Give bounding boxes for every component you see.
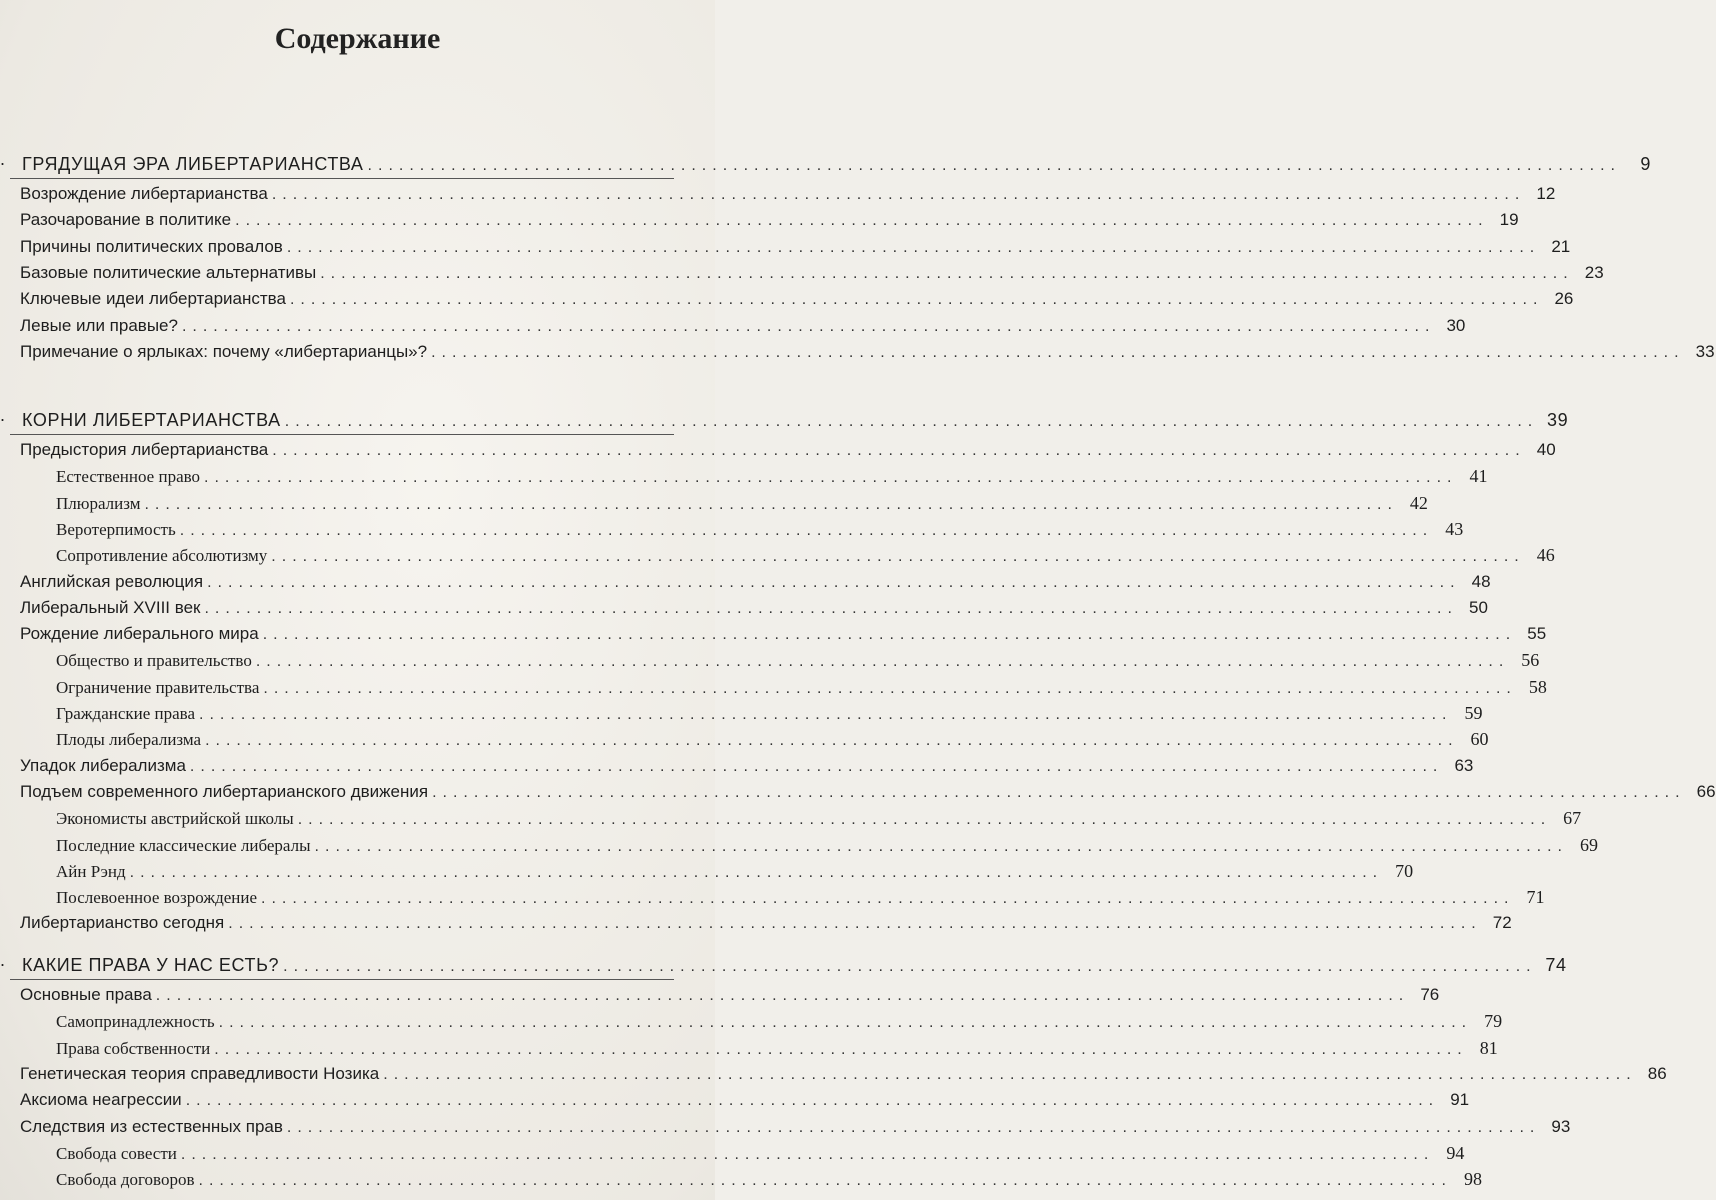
chapter-heading-page-number: 9: [1640, 154, 1651, 174]
toc-section: [20, 595, 1488, 621]
dot-leader: ........................................................................................................................: [181, 317, 1436, 335]
toc-subsection: [56, 1140, 1465, 1166]
chapter-heading-title: ГРЯДУЩАЯ ЭРА ЛИБЕРТАРИАНСТВА: [22, 154, 364, 174]
toc-subsection-title: Плюрализм: [56, 493, 141, 513]
toc-subsection-title: Сопротивление абсолютизму: [56, 546, 268, 566]
dot-leader: ........................................................................................................................: [179, 521, 1434, 539]
toc-subsection: [56, 674, 1547, 700]
toc-subsection-title: Общество и правительство: [56, 651, 252, 671]
toc-subsection: [56, 1008, 1503, 1034]
toc-section: [20, 339, 1715, 365]
toc-subsection: [56, 832, 1598, 858]
toc-subsection-page-number: 70: [1395, 860, 1414, 881]
toc-subsection: [56, 805, 1582, 831]
dot-leader: ........................................................................................................................: [185, 1092, 1440, 1110]
dot-leader: ........................................................................................................................: [271, 186, 1526, 203]
dot-leader: ........................................................................................................................: [214, 1040, 1468, 1058]
toc-section: [20, 286, 1574, 312]
dot-leader: ........................................................................................................................: [283, 958, 1537, 975]
toc-section-page-number: 30: [1446, 315, 1466, 335]
dot-leader: ........................................................................................................................: [205, 732, 1459, 750]
toc-subsection: [56, 542, 1555, 568]
dot-leader: ........................................................................................................................: [155, 987, 1410, 1004]
toc-section-title: Причины политических провалов: [20, 236, 283, 256]
toc-section: [20, 260, 1604, 286]
toc-section: [20, 207, 1519, 233]
chapter-divider: [10, 434, 674, 435]
toc-subsection-title: Веротерпимость: [56, 519, 176, 539]
toc-subsection-page-number: 69: [1579, 834, 1598, 855]
dot-leader: ........................................................................................................................: [129, 863, 1384, 881]
toc-section-page-number: 86: [1647, 1063, 1667, 1083]
toc-subsection: [56, 858, 1414, 884]
dot-leader: ........................................................................................................................: [235, 212, 1489, 230]
dot-leader: ........................................................................................................................: [228, 915, 1482, 933]
chapter-heading: [22, 407, 1569, 433]
toc-subsection-page-number: 94: [1446, 1142, 1465, 1163]
toc-section: [20, 621, 1547, 647]
toc-section: [20, 910, 1512, 936]
toc-section-page-number: 72: [1492, 913, 1512, 933]
dot-leader: ........................................................................................................................: [367, 157, 1621, 174]
dot-leader: ........................................................................................................................: [261, 890, 1515, 908]
toc-section: [20, 753, 1474, 779]
dot-leader: ........................................................................................................................: [286, 1118, 1541, 1136]
toc-section-page-number: 12: [1536, 184, 1556, 203]
toc-subsection-page-number: 41: [1469, 466, 1488, 487]
dot-leader: ........................................................................................................................: [263, 679, 1517, 697]
toc-subsection: [56, 516, 1464, 542]
toc-section-title: Английская революция: [20, 571, 204, 591]
chapter-number-fragment: .: [0, 405, 6, 425]
toc-section: [20, 437, 1556, 463]
toc-section-title: Возрождение либертарианства: [20, 184, 268, 203]
toc-section-page-number: 66: [1696, 781, 1716, 801]
toc-section-page-number: 55: [1527, 624, 1547, 644]
toc-subsection-page-number: 59: [1464, 703, 1483, 723]
dot-leader: ........................................................................................................................: [320, 264, 1574, 282]
toc-section-title: Рождение либерального мира: [20, 624, 259, 644]
toc-subsection-page-number: 79: [1484, 1011, 1503, 1032]
toc-section-title: Либеральный XVIII век: [20, 597, 201, 617]
toc-section-page-number: 19: [1499, 210, 1519, 230]
toc-subsection-page-number: 43: [1445, 518, 1464, 539]
dot-leader: ........................................................................................................................: [255, 653, 1510, 671]
toc-subsection: [56, 1035, 1498, 1061]
toc-section-title: Предыстория либертарианства: [20, 440, 269, 459]
toc-section-page-number: 50: [1468, 597, 1488, 617]
toc-subsection-page-number: 81: [1479, 1037, 1498, 1058]
toc-subsection-page-number: 46: [1536, 545, 1555, 566]
toc-section-page-number: 23: [1584, 262, 1604, 282]
chapter-divider: [10, 178, 674, 179]
toc-section-title: Левые или правые?: [20, 315, 178, 335]
toc-subsection-page-number: 58: [1528, 676, 1547, 697]
dot-leader: ........................................................................................................................: [189, 757, 1444, 775]
toc-subsection: [56, 490, 1428, 516]
toc-subsection-title: Плоды либерализма: [56, 730, 202, 750]
toc-subsection-title: Гражданские права: [56, 704, 196, 723]
dot-leader: ........................................................................................................................: [432, 783, 1686, 801]
dot-leader: ........................................................................................................................: [204, 599, 1458, 617]
dot-leader: ........................................................................................................................: [144, 495, 1398, 513]
toc-subsection-page-number: 67: [1563, 808, 1582, 829]
toc-subsection: [56, 700, 1483, 726]
toc-section-page-number: 48: [1471, 571, 1491, 591]
toc-subsection-title: Свобода договоров: [56, 1170, 195, 1190]
toc-subsection-title: Последние классические либералы: [56, 835, 311, 855]
toc-subsection-page-number: 42: [1409, 492, 1428, 513]
dot-leader: ........................................................................................................................: [297, 811, 1552, 829]
toc-section-page-number: 76: [1420, 985, 1440, 1004]
toc-section: [20, 569, 1491, 595]
dot-leader: ........................................................................................................................: [286, 238, 1541, 256]
dot-leader: ........................................................................................................................: [289, 291, 1544, 309]
toc-subsection: [56, 647, 1540, 673]
toc-section-page-number: 91: [1450, 1090, 1470, 1110]
dot-leader: ........................................................................................................................: [207, 573, 1461, 591]
toc-section: [20, 181, 1556, 207]
toc-section: [20, 313, 1466, 339]
toc-subsection-title: Ограничение правительства: [56, 677, 260, 697]
toc-subsection-page-number: 71: [1526, 887, 1545, 908]
dot-leader: ........................................................................................................................: [180, 1145, 1435, 1163]
toc-section-title: Аксиома неагрессии: [20, 1090, 182, 1110]
dot-leader: ........................................................................................................................: [383, 1065, 1637, 1083]
chapter-heading-page-number: 39: [1546, 410, 1569, 430]
toc-subsection-title: Экономисты австрийской школы: [56, 809, 294, 829]
dot-leader: ........................................................................................................................: [284, 413, 1539, 430]
toc-subsection-title: Самопринадлежность: [56, 1012, 215, 1032]
page-title: Содержание: [274, 22, 441, 55]
toc-subsection: [56, 463, 1488, 489]
toc-section-title: Либертарианство сегодня: [20, 913, 225, 933]
dot-leader: ........................................................................................................................: [314, 837, 1568, 855]
dot-leader: ........................................................................................................................: [198, 1172, 1452, 1190]
chapter-number-fragment: .: [0, 149, 6, 169]
toc-section-page-number: 26: [1554, 289, 1574, 309]
toc-subsection-title: Послевоенное возрождение: [56, 888, 258, 908]
toc-section-title: Базовые политические альтернативы: [20, 262, 317, 282]
toc-section-page-number: 40: [1536, 440, 1556, 459]
chapter-heading-page-number: 74: [1545, 955, 1567, 975]
chapter-heading-title: КАКИЕ ПРАВА У НАС ЕСТЬ?: [22, 955, 280, 975]
dot-leader: ........................................................................................................................: [204, 469, 1458, 487]
toc-section-title: Ключевые идеи либертарианства: [20, 289, 286, 309]
toc-subsection-title: Естественное право: [56, 467, 201, 487]
dot-leader: ........................................................................................................................: [218, 1014, 1473, 1032]
chapter-heading-title: КОРНИ ЛИБЕРТАРИАНСТВА: [22, 410, 281, 430]
toc-section-page-number: 33: [1695, 341, 1715, 361]
chapter-heading: [22, 952, 1567, 978]
toc-section-page-number: 93: [1551, 1116, 1571, 1136]
chapter-heading: [22, 151, 1651, 177]
toc-subsection-title: Права собственности: [56, 1038, 211, 1058]
toc-subsection-page-number: 98: [1463, 1169, 1482, 1190]
toc-subsection-title: Свобода совести: [56, 1143, 177, 1163]
toc-section-page-number: 21: [1551, 236, 1571, 256]
toc-section-title: Основные права: [20, 985, 152, 1004]
dot-leader: ........................................................................................................................: [199, 706, 1453, 723]
toc-subsection: [56, 1166, 1482, 1192]
toc-subsection: [56, 884, 1545, 910]
toc-section: [20, 1061, 1667, 1087]
toc-subsection-title: Айн Рэнд: [56, 861, 126, 881]
toc-section-page-number: 63: [1454, 755, 1474, 775]
chapter-number-fragment: .: [0, 950, 6, 970]
toc-subsection: [56, 726, 1489, 752]
dot-leader: ........................................................................................................................: [431, 343, 1685, 361]
dot-leader: ........................................................................................................................: [262, 626, 1517, 644]
toc-subsection-page-number: 60: [1470, 729, 1489, 750]
toc-section-title: Следствия из естественных прав: [20, 1116, 283, 1136]
chapter-divider: [10, 979, 674, 980]
toc-section: [20, 982, 1440, 1008]
toc-section: [20, 779, 1716, 805]
toc-subsection-page-number: 56: [1521, 650, 1540, 671]
toc-section-title: Упадок либерализма: [20, 755, 186, 775]
toc-section-title: Разочарование в политике: [20, 210, 232, 230]
toc-section: [20, 1114, 1571, 1140]
toc-section: [20, 1087, 1470, 1113]
toc-section-title: Генетическая теория справедливости Нозика: [20, 1063, 380, 1083]
dot-leader: ........................................................................................................................: [272, 442, 1526, 459]
toc-section-title: Подъем современного либертарианского движения: [20, 781, 429, 801]
toc-section: [20, 234, 1571, 260]
toc-section-title: Примечание о ярлыках: почему «либертарианцы»?: [20, 341, 428, 361]
dot-leader: ........................................................................................................................: [271, 548, 1525, 566]
